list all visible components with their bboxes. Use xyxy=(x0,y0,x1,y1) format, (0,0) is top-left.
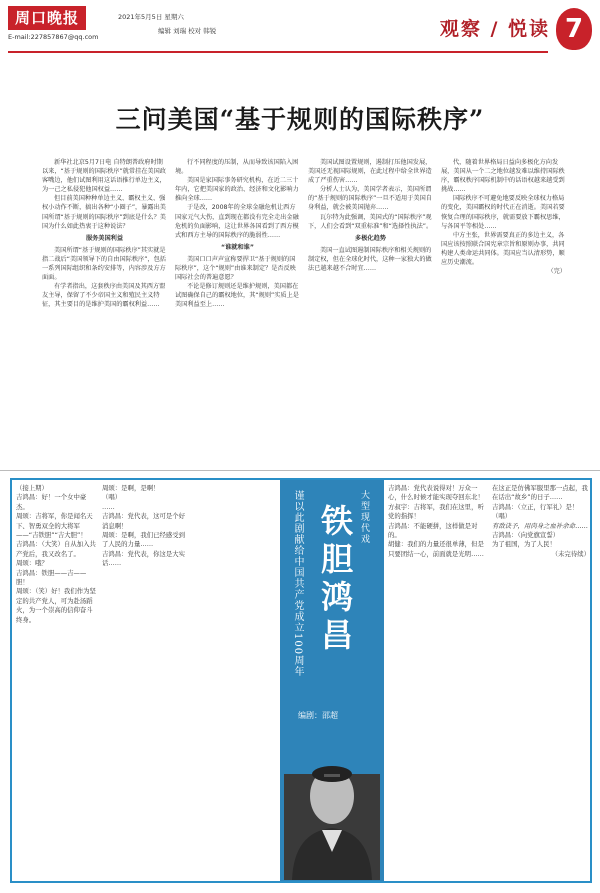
dedication-text: 谨以此剧献给中国共产党成立100周年 xyxy=(292,490,303,678)
subheading: 服务美国利益 xyxy=(85,234,124,242)
paragraph: 代，随着世界格局日益向多极化方向发展，美国从一个二之地位越发难以维持国际秩序，霸权秩序国际机制中的话语权越来越受到挑战…… xyxy=(441,159,565,194)
script-line: 吉鸿昌：（立正，行军礼）是！ xyxy=(492,502,579,511)
paragraph: 美国是家国际事务研究机构，在近二三十年内，它把美国家的政治、经济和文化影响力推向全球…… xyxy=(175,177,299,203)
paragraph: 中方主张，世界需要真正的多边主义，各国应该按照联合国宪章宗旨和原则办事，共同构建人类命运共同体。美国应当认清形势，顺应历史潮流。 xyxy=(441,231,565,267)
script-line: 胡健：我们的力量还很单薄，但是只要团结一心，前面就是光明…… xyxy=(388,540,484,558)
script-line: 吉鸿昌：党代表，这可是个好消息啊！ xyxy=(102,512,186,530)
script-line: （接上期） xyxy=(16,484,48,492)
script-line: 为了祖国，为了人民！ xyxy=(492,540,556,549)
paragraph: 美国口口声声宣称要捍卫“基于规则的国际秩序”，这个“规则”由谁来制定？是否反映国际社会的普遍意愿？ xyxy=(175,255,296,282)
script-line: （唱） xyxy=(102,493,122,502)
paragraph: 新华社北京5月7日电 自特朗普政府时期以来，“基于规则的国际秩序”就常挂在美国政客嘴边，他们试图利用这话语推行单边主义，为一己之私侵犯他国权益…… xyxy=(42,159,166,194)
serial-left-columns xyxy=(16,484,190,878)
page-number-badge: 7 xyxy=(556,8,592,50)
serial-title: 铁胆鸿昌 xyxy=(316,504,354,656)
serial-right-columns xyxy=(388,484,590,878)
paragraph: 国际秩序不可避免地要反映全球权力格局的变化，美国霸权的时代正在消逝。美国若要恢复合理的国际秩序，就需要放下霸权思维，与各国平等相处…… xyxy=(441,195,565,230)
paragraph: 有学者指出，这套秩序由美国及其西方盟友主导，保留了不少帝国主义和殖民主义特征，其主要目的是维护美国的霸权利益…… xyxy=(42,283,166,309)
paragraph: 美国所谓“基于规则的国际秩序”其实就是指二战后“美国领导下的自由国际秩序”，包括一系列国际组织和条约安排等，内容涉及方方面面。 xyxy=(42,246,166,282)
verse-line: 有敌诀予，用肉身之血补余命…… xyxy=(492,521,588,530)
portrait-photo xyxy=(284,734,380,880)
script-line: 周颂：是啊，是啊！ xyxy=(102,484,160,492)
portrait-image xyxy=(284,734,380,880)
script-column-3 xyxy=(388,484,486,878)
header-rule xyxy=(8,51,548,53)
editor-credits: 编辑 刘瑞 校对 韩锐 xyxy=(158,27,217,35)
script-line: 吉鸿昌：好！一个女中豪杰。 xyxy=(16,493,87,511)
script-line: 吉鸿昌：党代表说得对！万众一心，什么时候才能实现夺回东北！ xyxy=(388,484,484,502)
paragraph: 行不同程度的压制，从而导致该国陷入困境。 xyxy=(175,159,299,176)
script-line: 周颂：吉将军，你是闻名天下、智勇双全的大将军——“吉铁胆”“吉大胆”！ xyxy=(16,512,93,540)
contact-email: E-mail:227857867@qq.com xyxy=(8,33,99,41)
paragraph: 但目前美国种种单边主义、霸权主义、强权小动作不断，搞出各种“小圈子”，暴露出美国所谓“基于规则的国际秩序”到底是什么？美国为什么如此热衷于这种说法？ xyxy=(42,195,166,230)
script-line: 方叔宇：吉将军，我们在这里，听党的指挥！ xyxy=(388,502,484,521)
section-title: 观察 / 悦读 xyxy=(439,18,550,40)
newspaper-logo: 周口晚报 xyxy=(8,6,86,30)
script-line: …… xyxy=(102,502,115,511)
to-be-continued: （未完待续） xyxy=(551,549,590,558)
serial-section xyxy=(10,478,592,883)
script-line: 吉鸿昌：（大笑）自从加入共产党后，我又改名了。 xyxy=(16,540,96,558)
paragraph: 不论是修订规则还是维护规则，美国都在试图确保自己的霸权地位，其“规则”实质上是美国利益至上…… xyxy=(175,283,299,309)
paragraph: 瓦尔特为此强调，美国式的“国际秩序”观下，人们会看到“双重标准”和“选择性执法”。 xyxy=(308,213,433,230)
article-body xyxy=(42,158,566,458)
script-line: 吉鸿昌：铁胆——吉——胆！ xyxy=(16,568,87,587)
article-column-1 xyxy=(42,158,167,458)
genre-label: 大型现代戏 xyxy=(359,490,369,545)
subheading: 多极化趋势 xyxy=(355,234,386,242)
script-line: 吉鸿昌：（向党旗宣誓） xyxy=(492,531,560,540)
script-line: 在这正是仿佛军服里那一点起，我在话出“故乡”的日子…… xyxy=(492,484,588,502)
paragraph: 分析人士认为，美国学者表示，美国所谓的“基于规则的国际秩序”一旦不适用于美国自身利益，就会被美国抛弃…… xyxy=(308,186,432,212)
paragraph: 美国一直试图遏制国际秩序和相关规则的制定权，但在全球化时代，这种一家独大的做法已越来越不合时宜…… xyxy=(308,246,432,273)
script-line: 周颂：哦？ xyxy=(16,559,48,568)
article-headline: 三问美国“基于规则的国际秩序” xyxy=(115,105,485,134)
paragraph: 于是改，2008年的全球金融危机让西方国家元气大伤，直到现在都没有完全走出金融危机的负面影响，这让世界各国看到了西方模式和西方主导的国际秩序的脆弱性…… xyxy=(175,204,299,239)
article-end-mark: （完） xyxy=(547,268,566,276)
script-line: 周颂：是啊，我们已经感受到了人民的力量…… xyxy=(102,531,186,549)
script-line: 吉鸿昌：党代表，你这是大实话…… xyxy=(102,549,186,568)
article-column-2 xyxy=(175,158,300,458)
writer-credit: 编剧：邵超 xyxy=(298,711,338,720)
script-line: 周颂：（笑）好！我们作为坚定的共产党人，可为赴汤蹈火，为一个崇高的信仰奋斗终身。 xyxy=(16,587,96,624)
script-column-1 xyxy=(16,484,96,878)
paragraph: 美国试图设置规则，遏制打压他国发展，美国还无视国际规则，在此过程中给全世界造成了严重伤害…… xyxy=(308,159,432,185)
script-column-2 xyxy=(102,484,190,878)
script-line: 吉鸿昌：不能硬拼，这样做是对的。 xyxy=(388,521,478,540)
subheading: “谁就和谁” xyxy=(221,243,254,251)
script-line: （唱） xyxy=(492,512,512,521)
serial-title-banner xyxy=(280,480,384,881)
section-divider xyxy=(0,470,600,471)
masthead xyxy=(0,0,600,64)
article-column-4 xyxy=(441,158,566,458)
issue-date: 2021年5月5日 星期六 xyxy=(118,13,184,21)
script-column-4 xyxy=(492,484,590,878)
article-column-3 xyxy=(308,158,433,458)
